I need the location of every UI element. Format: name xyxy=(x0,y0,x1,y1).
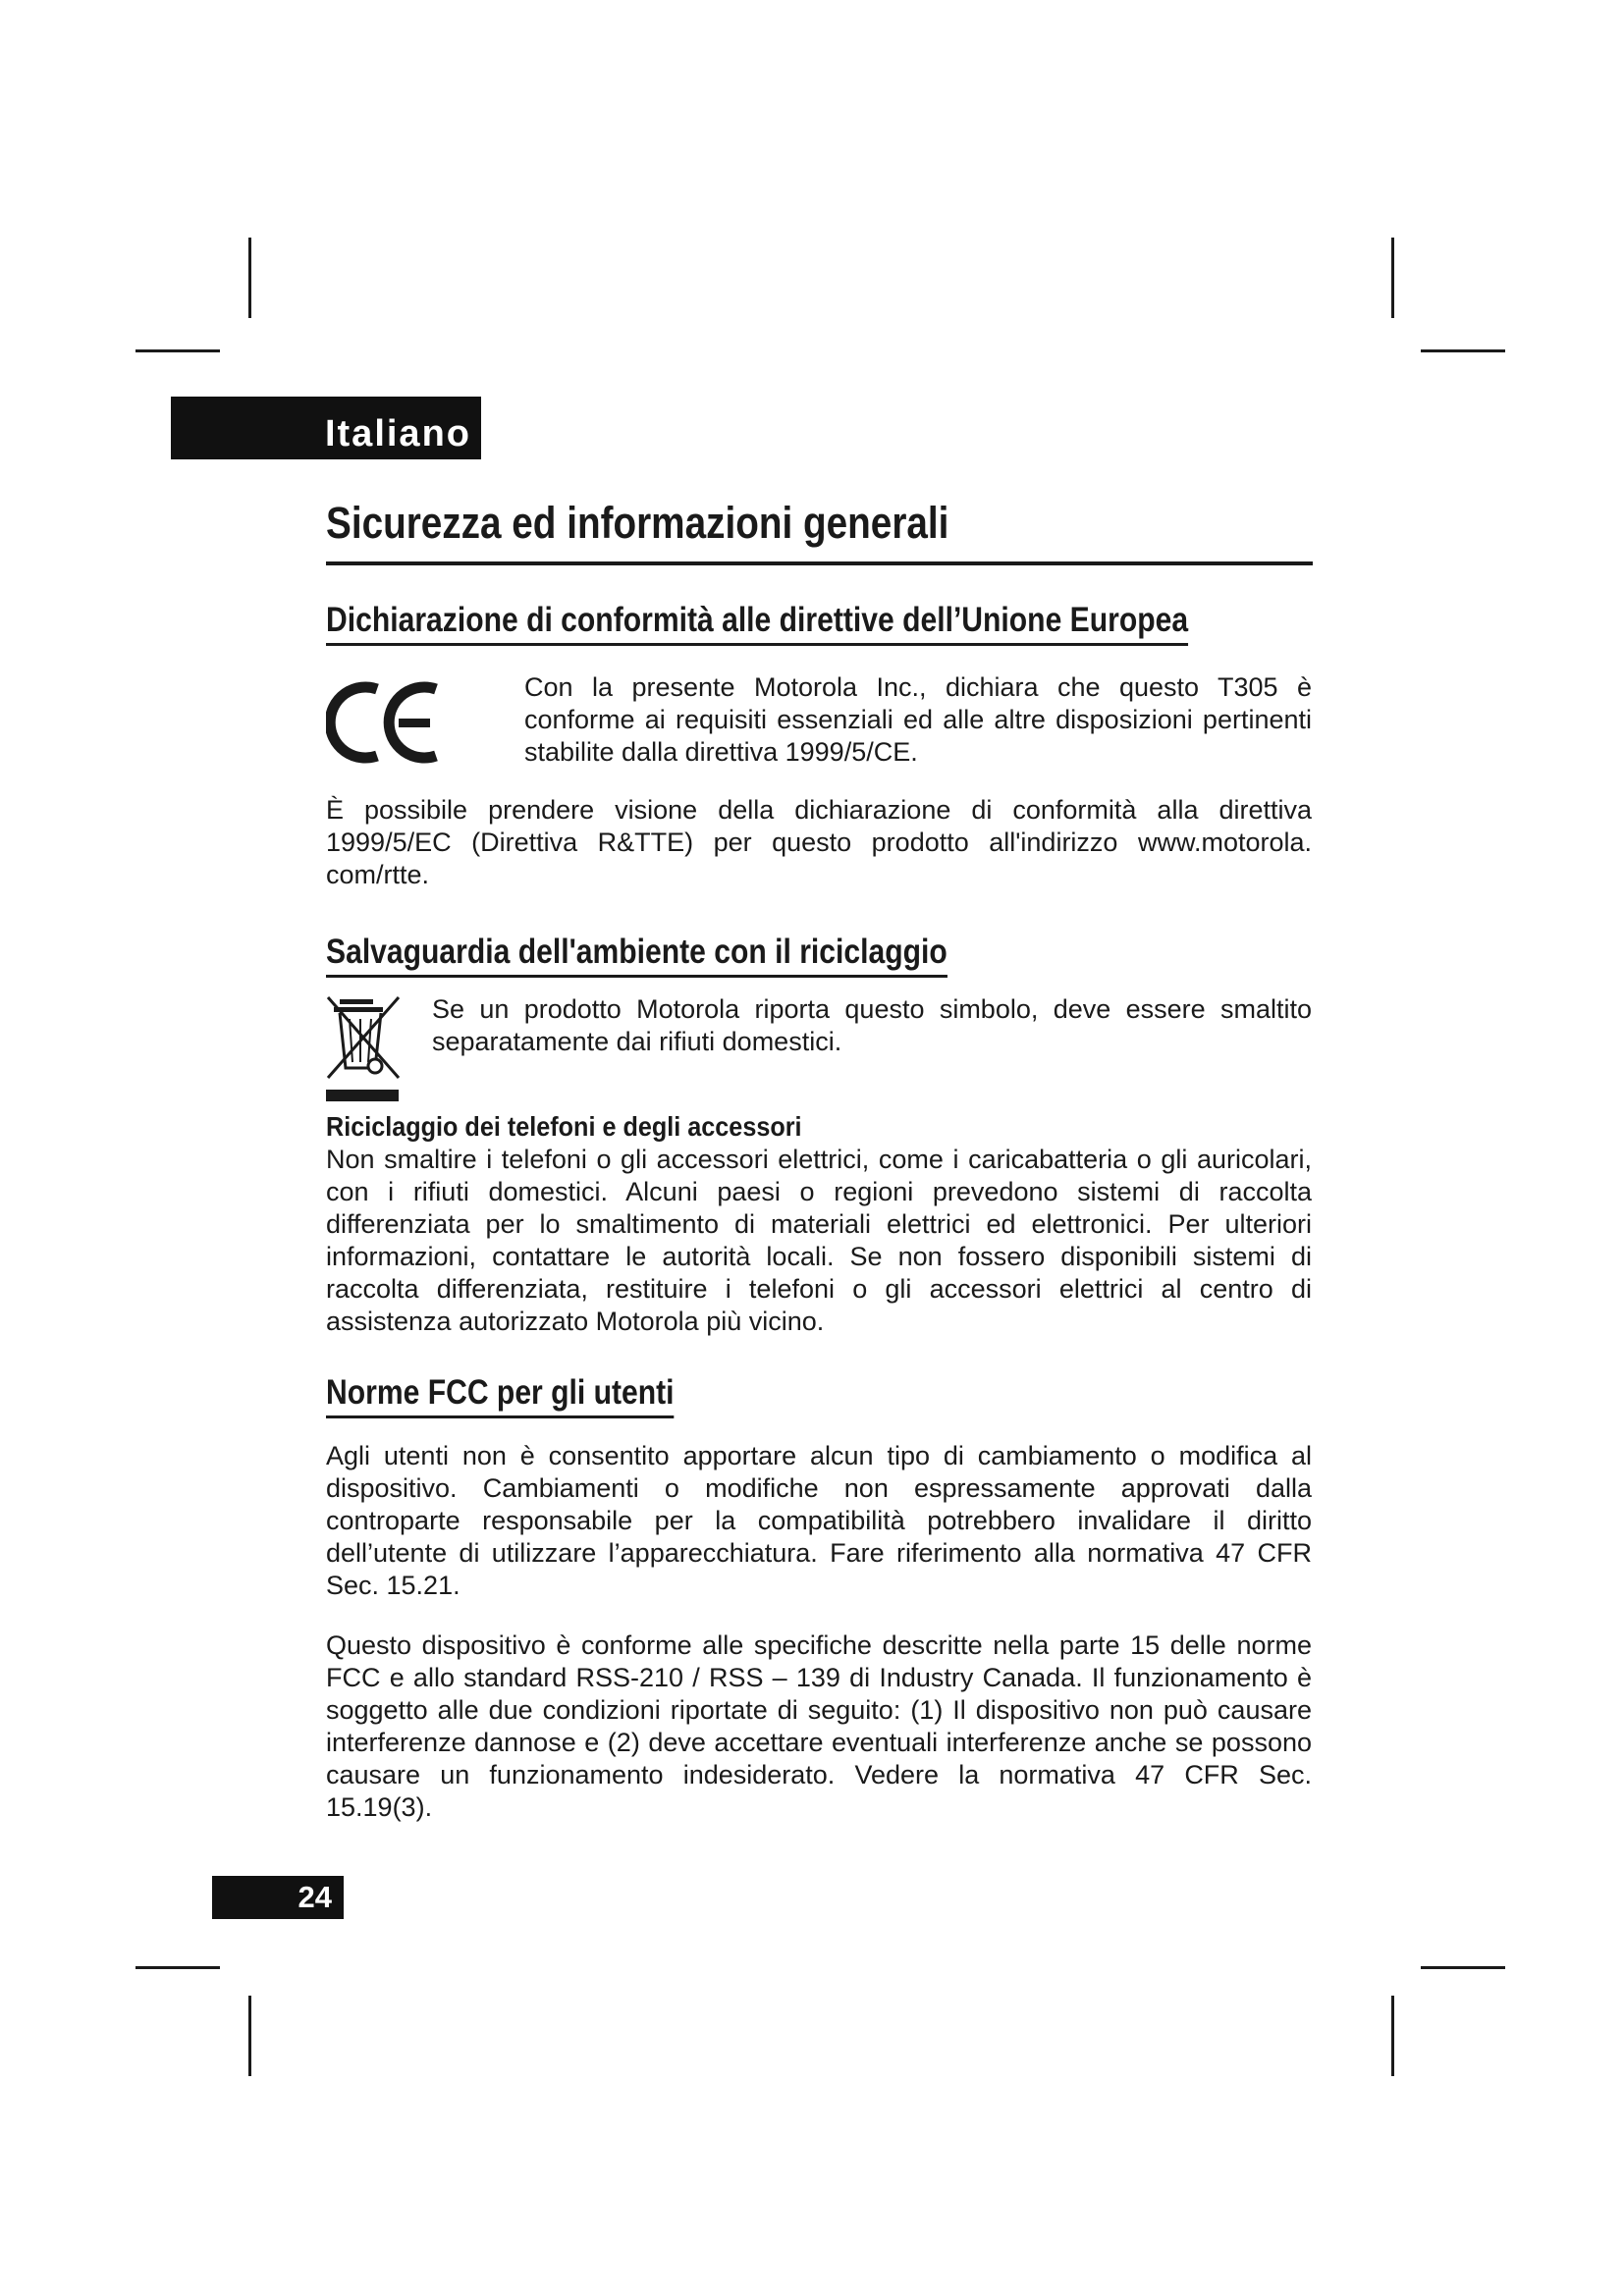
crop-mark xyxy=(248,1996,251,2076)
title-divider xyxy=(326,561,1313,565)
page-number-box xyxy=(212,1876,344,1919)
crop-mark xyxy=(1391,238,1394,318)
crop-mark xyxy=(1421,349,1505,352)
recycle-section xyxy=(326,931,1312,1338)
crop-mark xyxy=(248,238,251,318)
recycle-heading: Salvaguardia dell'ambiente con il riciclaggio xyxy=(326,931,947,978)
ce-declaration-text: Con la presente Motorola Inc., dichiara che questo T305 è conforme ai requisiti essenziali ed alle altre disposizioni pertinenti stabilite dalla direttiva 1999/5/CE. xyxy=(524,672,1312,767)
weee-text: Se un prodotto Motorola riporta questo simbolo, deve essere smaltito separatamente dai rifiuti domestici. xyxy=(432,994,1312,1056)
weee-bin-icon xyxy=(326,993,408,1108)
eu-paragraph: È possibile prendere visione della dichiarazione di conformità alla direttiva 1999/5/EC (Direttiva R&TTE) per questo prodotto all'indirizzo www.motorola. com/rtte. xyxy=(326,795,1312,889)
crop-mark xyxy=(135,349,220,352)
fcc-paragraph-1: Agli utenti non è consentito apportare alcun tipo di cambiamento o modifica al dispositivo. Cambiamenti o modifiche non espressamente approvati dalla controparte responsabile per la compatibilità potrebbero invalidare il diritto dell’utente di utilizzare l’apparecchiatura. Fare riferimento alla normativa 47 CFR Sec. 15.21. xyxy=(326,1441,1312,1600)
fcc-heading: Norme FCC per gli utenti xyxy=(326,1371,675,1418)
fcc-paragraph-2: Questo dispositivo è conforme alle specifiche descritte nella parte 15 delle norme FCC e allo standard RSS-210 / RSS – 139 di Industry Canada. Il funzionamento è soggetto alle due condizioni riportate di seguito: (1) Il dispositivo non può causare interferenze dannose e (2) deve accettare eventuali interferenze anche se possono causare un funzionamento indesiderato. Vedere la normativa 47 CFR Sec. 15.19(3). xyxy=(326,1630,1312,1822)
eu-heading: Dichiarazione di conformità alle direttive dell’Unione Europea xyxy=(326,599,1188,646)
language-tab-label: Italiano xyxy=(324,413,471,454)
fcc-section xyxy=(326,1371,1312,1824)
page-title: Sicurezza ed informazioni generali xyxy=(326,498,949,548)
recycle-paragraph: Non smaltire i telefoni o gli accessori elettrici, come i caricabatteria o gli auricolari, con i rifiuti domestici. Alcuni paesi o regioni prevedono sistemi di raccolta differenziata per lo smaltimento di materiali elettrici ed elettronici. Per ulteriori informazioni, contattare le autorità locali. Se non fossero disponibili sistemi di raccolta differenziata, restituire i telefoni o gli accessori elettrici al centro di assistenza autorizzato Motorola più vicino. xyxy=(326,1145,1312,1336)
ce-mark-icon xyxy=(326,671,458,769)
page-number: 24 xyxy=(298,1880,332,1914)
eu-section xyxy=(326,599,1312,891)
crop-mark xyxy=(1421,1966,1505,1969)
recycle-subheading: Riciclaggio dei telefoni e degli accessori xyxy=(326,1111,802,1142)
page-content xyxy=(326,491,1312,1824)
language-tab xyxy=(171,397,481,459)
crop-mark xyxy=(1391,1996,1394,2076)
crop-mark xyxy=(135,1966,220,1969)
